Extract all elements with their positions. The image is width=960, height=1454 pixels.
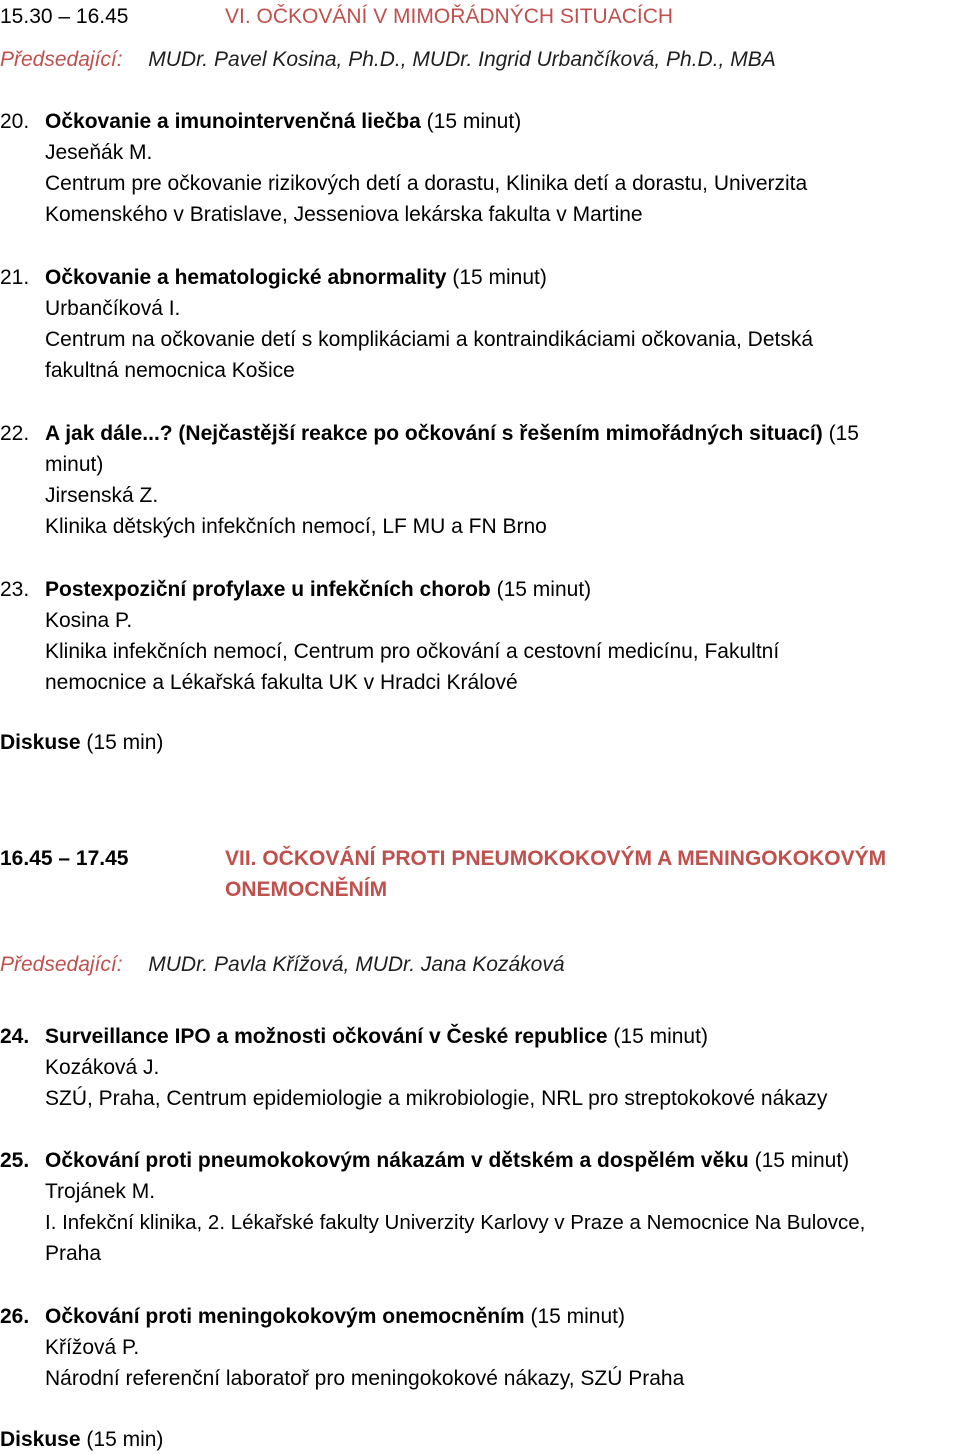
chair-names: MUDr. Pavla Křížová, MUDr. Jana Kozáková — [148, 953, 565, 976]
talk-number: 20. — [0, 110, 30, 133]
talk-author: Jirsenská Z. — [45, 484, 159, 507]
talk-affiliation: Centrum pre očkovanie rizikových detí a dorastu, Klinika detí a dorastu, Univerzita — [45, 172, 808, 195]
session2-title-line1: VII. OČKOVÁNÍ PROTI PNEUMOKOKOVÝM A MENINGOKOKOVÝM — [225, 847, 887, 870]
talk-title-line — [45, 420, 859, 448]
talk-author: Urbančíková I. — [45, 297, 181, 320]
talk-title-line — [45, 1023, 708, 1051]
talk-title: Očkovanie a imunointervenčná liečba — [45, 110, 421, 133]
talk-author: Kosina P. — [45, 609, 133, 632]
talk-affiliation: Praha — [45, 1242, 102, 1265]
session1-chairs — [0, 46, 776, 74]
talk-title-line — [45, 1303, 625, 1331]
talk-author: Kozáková J. — [45, 1056, 160, 1079]
session1-title: VI. OČKOVÁNÍ V MIMOŘÁDNÝCH SITUACÍCH — [225, 5, 674, 28]
talk-title-line — [45, 264, 547, 292]
talk-duration: (15 minut) — [530, 1305, 625, 1328]
talk-duration: (15 minut) — [496, 578, 592, 601]
talk-duration: (15 minut) — [613, 1025, 708, 1048]
talk-title: Očkování proti pneumokokovým nákazám v dětském a dospělém věku — [45, 1149, 749, 1172]
talk-duration: (15 — [828, 422, 859, 445]
talk-author: Jeseňák M. — [45, 141, 153, 164]
discussion-duration: (15 min) — [86, 731, 164, 754]
talk-number: 23. — [0, 578, 30, 601]
talk-duration-cont: minut) — [45, 453, 104, 476]
talk-number: 26. — [0, 1305, 30, 1328]
talk-duration: (15 minut) — [754, 1149, 850, 1172]
chair-names: MUDr. Pavel Kosina, Ph.D., MUDr. Ingrid Urbančíková, Ph.D., MBA — [148, 48, 776, 71]
talk-title-line — [45, 1147, 849, 1175]
talk-affiliation: fakultná nemocnica Košice — [45, 359, 295, 382]
talk-affiliation: SZÚ, Praha, Centrum epidemiologie a mikrobiologie, NRL pro streptokokové nákazy — [45, 1087, 828, 1110]
session1-time: 15.30 – 16.45 — [0, 5, 129, 28]
talk-title: Surveillance IPO a možnosti očkování v České republice — [45, 1025, 608, 1048]
talk-affiliation: Klinika infekčních nemocí, Centrum pro očkování a cestovní medicínu, Fakultní — [45, 640, 780, 663]
talk-duration: (15 minut) — [426, 110, 522, 133]
talk-author: Trojánek M. — [45, 1180, 156, 1203]
chair-label: Předsedající: — [0, 953, 123, 976]
discussion-label: Diskuse — [0, 731, 81, 754]
discussion-label: Diskuse — [0, 1428, 81, 1451]
talk-title: A jak dále...? (Nejčastější reakce po očkování s řešením mimořádných situací) — [45, 422, 823, 445]
talk-number: 25. — [0, 1149, 30, 1172]
talk-number: 22. — [0, 422, 30, 445]
session2-chairs — [0, 951, 565, 979]
talk-affiliation: Komenského v Bratislave, Jesseniova lekárska fakulta v Martine — [45, 203, 643, 226]
discussion — [0, 729, 163, 757]
talk-number: 21. — [0, 266, 30, 289]
talk-title-line — [45, 108, 521, 136]
talk-author: Křížová P. — [45, 1336, 140, 1359]
session2-time: 16.45 – 17.45 — [0, 847, 129, 870]
talk-affiliation: Centrum na očkovanie detí s komplikáciami a kontraindikáciami očkovania, Detská — [45, 328, 814, 351]
talk-affiliation: I. Infekční klinika, 2. Lékařské fakulty Univerzity Karlovy v Praze a Nemocnice Na Bulovce, — [45, 1211, 866, 1234]
discussion — [0, 1426, 163, 1454]
talk-affiliation: nemocnice a Lékařská fakulta UK v Hradci Králové — [45, 671, 518, 694]
talk-affiliation: Klinika dětských infekčních nemocí, LF MU a FN Brno — [45, 515, 547, 538]
chair-label: Předsedající: — [0, 48, 123, 71]
session2-title-line2: ONEMOCNĚNÍM — [225, 878, 388, 901]
talk-title: Očkovanie a hematologické abnormality — [45, 266, 447, 289]
talk-duration: (15 minut) — [452, 266, 547, 289]
talk-title: Postexpoziční profylaxe u infekčních chorob — [45, 578, 491, 601]
talk-title: Očkování proti meningokokovým onemocněním — [45, 1305, 525, 1328]
talk-affiliation: Národní referenční laboratoř pro meningokokové nákazy, SZÚ Praha — [45, 1367, 685, 1390]
talk-number: 24. — [0, 1025, 30, 1048]
discussion-duration: (15 min) — [86, 1428, 164, 1451]
talk-title-line — [45, 576, 591, 604]
